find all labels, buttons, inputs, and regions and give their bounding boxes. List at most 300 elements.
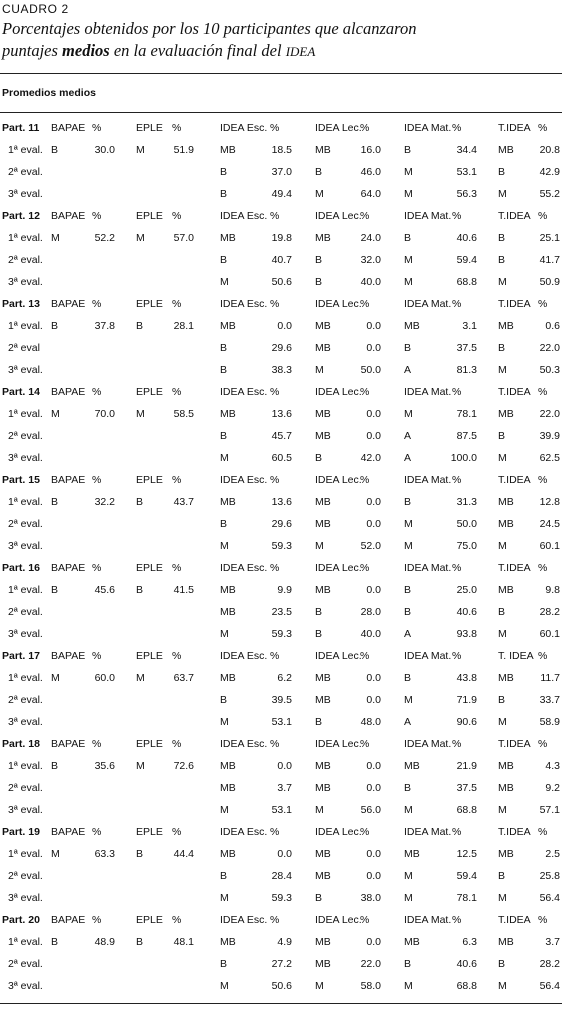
idea-lec-pct: 46.0	[360, 166, 381, 178]
col-idea-mat: IDEA Mat.	[404, 386, 452, 398]
idea-lec-pct: 48.0	[360, 716, 381, 728]
idea-lec-pct: 0.0	[366, 694, 381, 706]
idea-esc-level: B	[220, 958, 228, 970]
idea-mat-level: A	[404, 430, 412, 442]
col-eple-pct: %	[172, 562, 182, 574]
idea-esc-pct: 6.2	[277, 672, 292, 684]
col-idea-mat-pct: %	[452, 474, 462, 486]
tidea-level: M	[498, 716, 507, 728]
idea-mat-level: M	[404, 276, 413, 288]
idea-mat-level: M	[404, 188, 413, 200]
idea-esc-level: MB	[220, 606, 236, 618]
idea-lec-level: MB	[315, 144, 331, 156]
participant-label: Part. 14	[2, 386, 40, 398]
eval-label: 3ª eval.	[8, 540, 43, 552]
col-bapae-pct: %	[92, 122, 102, 134]
eval-label: 1ª eval.	[8, 584, 43, 596]
eval-label: 2ª eval	[8, 342, 40, 354]
eval-label: 1ª eval.	[8, 848, 43, 860]
col-idea-lec: IDEA Lec.	[315, 298, 362, 310]
tidea-pct: 9.8	[545, 584, 560, 596]
eval-label: 3ª eval.	[8, 276, 43, 288]
tidea-level: B	[498, 958, 506, 970]
col-bapae-pct: %	[92, 826, 102, 838]
idea-lec-level: MB	[315, 782, 331, 794]
bottom-rule	[0, 1003, 562, 1004]
eval-label: 2ª eval.	[8, 606, 43, 618]
idea-lec-pct: 0.0	[366, 848, 381, 860]
eple-level: B	[136, 496, 144, 508]
participant-header-row	[0, 646, 566, 668]
idea-mat-pct: 75.0	[456, 540, 477, 552]
idea-esc-pct: 29.6	[271, 518, 292, 530]
idea-esc-pct: 53.1	[271, 716, 292, 728]
col-tidea: T.IDEA	[498, 474, 531, 486]
col-tidea: T.IDEA	[498, 738, 531, 750]
idea-lec-pct: 24.0	[360, 232, 381, 244]
tidea-pct: 56.4	[539, 980, 560, 992]
idea-lec-pct: 0.0	[366, 320, 381, 332]
col-idea-esc: IDEA Esc.	[220, 562, 268, 574]
idea-mat-level: M	[404, 540, 413, 552]
idea-mat-pct: 53.1	[456, 166, 477, 178]
col-idea-esc-pct: %	[270, 914, 280, 926]
col-idea-mat: IDEA Mat.	[404, 474, 452, 486]
idea-esc-pct: 0.0	[277, 320, 292, 332]
col-eple-pct: %	[172, 386, 182, 398]
idea-mat-level: M	[404, 518, 413, 530]
eval-label: 2ª eval.	[8, 254, 43, 266]
col-idea-mat: IDEA Mat.	[404, 826, 452, 838]
eple-pct: 72.6	[173, 760, 194, 772]
idea-mat-pct: 68.8	[456, 980, 477, 992]
tidea-pct: 0.6	[545, 320, 560, 332]
tidea-level: MB	[498, 408, 514, 420]
tidea-pct: 60.1	[539, 540, 560, 552]
tidea-pct: 25.8	[539, 870, 560, 882]
eval-row	[0, 844, 566, 866]
eval-label: 1ª eval.	[8, 760, 43, 772]
idea-esc-pct: 0.0	[277, 760, 292, 772]
col-tidea: T.IDEA	[498, 210, 531, 222]
col-eple: EPLE	[136, 298, 163, 310]
tidea-level: MB	[498, 782, 514, 794]
eval-row	[0, 338, 566, 360]
col-idea-lec: IDEA Lec.	[315, 122, 362, 134]
tidea-pct: 33.7	[539, 694, 560, 706]
bapae-level: B	[51, 760, 59, 772]
eple-pct: 41.5	[173, 584, 194, 596]
tidea-pct: 3.7	[545, 936, 560, 948]
idea-esc-level: MB	[220, 144, 236, 156]
eval-row	[0, 668, 566, 690]
participant-header-row	[0, 910, 566, 932]
participant-header-row	[0, 470, 566, 492]
idea-mat-pct: 25.0	[456, 584, 477, 596]
eval-row	[0, 426, 566, 448]
eval-row	[0, 536, 566, 558]
eple-pct: 63.7	[173, 672, 194, 684]
idea-mat-pct: 78.1	[456, 892, 477, 904]
col-idea-lec-pct: %	[360, 298, 370, 310]
title-line-2c: en la evaluación final del	[109, 41, 286, 60]
col-tidea-pct: %	[538, 122, 548, 134]
col-idea-lec: IDEA Lec.	[315, 562, 362, 574]
col-idea-esc-pct: %	[270, 386, 280, 398]
participant-label: Part. 17	[2, 650, 40, 662]
subheading: Promedios medios	[2, 87, 96, 99]
eval-label: 3ª eval.	[8, 980, 43, 992]
idea-lec-level: MB	[315, 760, 331, 772]
tidea-pct: 42.9	[539, 166, 560, 178]
eple-pct: 48.1	[173, 936, 194, 948]
participant-header-row	[0, 206, 566, 228]
col-eple: EPLE	[136, 474, 163, 486]
idea-lec-level: B	[315, 276, 323, 288]
idea-mat-pct: 31.3	[456, 496, 477, 508]
col-bapae: BAPAE	[51, 474, 86, 486]
eval-label: 1ª eval.	[8, 936, 43, 948]
tidea-level: MB	[498, 936, 514, 948]
idea-mat-level: B	[404, 496, 412, 508]
idea-lec-pct: 52.0	[360, 540, 381, 552]
eple-level: M	[136, 232, 145, 244]
tidea-level: M	[498, 804, 507, 816]
eple-pct: 44.4	[173, 848, 194, 860]
idea-esc-pct: 23.5	[271, 606, 292, 618]
idea-lec-level: M	[315, 980, 324, 992]
eval-row	[0, 602, 566, 624]
bapae-pct: 37.8	[94, 320, 115, 332]
col-idea-esc: IDEA Esc.	[220, 914, 268, 926]
col-eple-pct: %	[172, 738, 182, 750]
col-idea-mat-pct: %	[452, 386, 462, 398]
idea-lec-level: MB	[315, 672, 331, 684]
eval-row	[0, 866, 566, 888]
idea-lec-level: MB	[315, 848, 331, 860]
eval-row	[0, 580, 566, 602]
idea-lec-level: M	[315, 188, 324, 200]
idea-esc-pct: 40.7	[271, 254, 292, 266]
tidea-pct: 58.9	[539, 716, 560, 728]
tidea-level: B	[498, 232, 506, 244]
top-rule	[0, 73, 562, 74]
col-idea-lec-pct: %	[360, 650, 370, 662]
idea-esc-pct: 28.4	[271, 870, 292, 882]
idea-mat-pct: 68.8	[456, 804, 477, 816]
eval-row	[0, 690, 566, 712]
eval-label: 2ª eval.	[8, 518, 43, 530]
idea-esc-pct: 29.6	[271, 342, 292, 354]
col-idea-esc: IDEA Esc.	[220, 826, 268, 838]
col-idea-esc-pct: %	[270, 562, 280, 574]
idea-mat-pct: 100.0	[450, 452, 477, 464]
idea-lec-pct: 50.0	[360, 364, 381, 376]
idea-lec-pct: 0.0	[366, 936, 381, 948]
col-idea-esc: IDEA Esc.	[220, 650, 268, 662]
eval-row	[0, 404, 566, 426]
idea-mat-pct: 40.6	[456, 606, 477, 618]
col-tidea-pct: %	[538, 738, 548, 750]
bapae-pct: 60.0	[94, 672, 115, 684]
idea-esc-pct: 37.0	[271, 166, 292, 178]
col-idea-mat: IDEA Mat.	[404, 210, 452, 222]
col-idea-lec: IDEA Lec.	[315, 826, 362, 838]
idea-esc-level: MB	[220, 782, 236, 794]
idea-lec-pct: 16.0	[360, 144, 381, 156]
idea-mat-pct: 40.6	[456, 958, 477, 970]
eval-label: 3ª eval.	[8, 892, 43, 904]
col-eple: EPLE	[136, 738, 163, 750]
participant-header-row	[0, 558, 566, 580]
col-idea-esc-pct: %	[270, 298, 280, 310]
col-idea-lec-pct: %	[360, 562, 370, 574]
idea-mat-level: MB	[404, 760, 420, 772]
idea-lec-pct: 56.0	[360, 804, 381, 816]
bapae-level: B	[51, 144, 59, 156]
col-eple: EPLE	[136, 210, 163, 222]
eval-label: 3ª eval.	[8, 188, 43, 200]
col-idea-mat-pct: %	[452, 298, 462, 310]
idea-lec-pct: 0.0	[366, 342, 381, 354]
idea-esc-pct: 4.9	[277, 936, 292, 948]
idea-esc-pct: 18.5	[271, 144, 292, 156]
eval-label: 2ª eval.	[8, 694, 43, 706]
col-bapae: BAPAE	[51, 914, 86, 926]
idea-mat-level: B	[404, 584, 412, 596]
tidea-level: B	[498, 694, 506, 706]
tidea-level: MB	[498, 320, 514, 332]
title-line-1: Porcentajes obtenidos por los 10 participantes que alcanzaron	[2, 19, 417, 38]
idea-mat-level: M	[404, 980, 413, 992]
eval-label: 1ª eval.	[8, 496, 43, 508]
title-emphasis: medios	[62, 41, 110, 60]
bapae-level: M	[51, 232, 60, 244]
table-number: CUADRO 2	[2, 2, 69, 16]
col-idea-lec-pct: %	[360, 474, 370, 486]
idea-mat-pct: 90.6	[456, 716, 477, 728]
col-idea-mat-pct: %	[452, 738, 462, 750]
tidea-pct: 24.5	[539, 518, 560, 530]
idea-lec-pct: 0.0	[366, 672, 381, 684]
idea-mat-level: B	[404, 232, 412, 244]
idea-mat-level: A	[404, 452, 412, 464]
idea-lec-pct: 32.0	[360, 254, 381, 266]
eval-label: 3ª eval.	[8, 364, 43, 376]
eval-row	[0, 954, 566, 976]
idea-mat-pct: 78.1	[456, 408, 477, 420]
tidea-pct: 12.8	[539, 496, 560, 508]
idea-esc-pct: 50.6	[271, 276, 292, 288]
eval-row	[0, 184, 566, 206]
idea-lec-level: M	[315, 540, 324, 552]
idea-mat-level: A	[404, 628, 412, 640]
col-idea-esc-pct: %	[270, 474, 280, 486]
participant-label: Part. 20	[2, 914, 40, 926]
participant-header-row	[0, 734, 566, 756]
participant-label: Part. 12	[2, 210, 40, 222]
eval-label: 1ª eval.	[8, 144, 43, 156]
idea-esc-level: B	[220, 342, 228, 354]
tidea-pct: 57.1	[539, 804, 560, 816]
eple-level: M	[136, 672, 145, 684]
col-idea-lec: IDEA Lec.	[315, 474, 362, 486]
idea-esc-level: MB	[220, 496, 236, 508]
idea-lec-level: B	[315, 254, 323, 266]
idea-lec-pct: 38.0	[360, 892, 381, 904]
col-idea-esc: IDEA Esc.	[220, 474, 268, 486]
col-bapae: BAPAE	[51, 386, 86, 398]
tidea-pct: 2.5	[545, 848, 560, 860]
tidea-level: MB	[498, 760, 514, 772]
eple-level: M	[136, 408, 145, 420]
bapae-pct: 30.0	[94, 144, 115, 156]
col-idea-lec-pct: %	[360, 914, 370, 926]
col-idea-esc-pct: %	[270, 826, 280, 838]
col-tidea: T. IDEA	[498, 650, 534, 662]
idea-esc-level: M	[220, 804, 229, 816]
idea-mat-level: M	[404, 254, 413, 266]
tidea-pct: 28.2	[539, 958, 560, 970]
idea-lec-level: B	[315, 628, 323, 640]
col-tidea: T.IDEA	[498, 386, 531, 398]
col-idea-mat-pct: %	[452, 562, 462, 574]
eval-row	[0, 162, 566, 184]
col-tidea-pct: %	[538, 210, 548, 222]
idea-lec-pct: 42.0	[360, 452, 381, 464]
idea-lec-level: B	[315, 452, 323, 464]
col-bapae-pct: %	[92, 650, 102, 662]
idea-lec-level: MB	[315, 232, 331, 244]
tidea-level: M	[498, 364, 507, 376]
col-eple: EPLE	[136, 826, 163, 838]
idea-lec-pct: 0.0	[366, 496, 381, 508]
idea-mat-pct: 50.0	[456, 518, 477, 530]
col-idea-esc-pct: %	[270, 650, 280, 662]
idea-lec-level: MB	[315, 320, 331, 332]
col-idea-esc-pct: %	[270, 210, 280, 222]
col-idea-esc: IDEA Esc.	[220, 386, 268, 398]
idea-esc-pct: 13.6	[271, 496, 292, 508]
col-idea-esc: IDEA Esc.	[220, 738, 268, 750]
col-eple-pct: %	[172, 826, 182, 838]
tidea-level: B	[498, 342, 506, 354]
idea-mat-level: M	[404, 870, 413, 882]
idea-mat-level: M	[404, 408, 413, 420]
subheading-rule	[0, 112, 562, 113]
col-idea-lec-pct: %	[360, 386, 370, 398]
idea-mat-pct: 12.5	[456, 848, 477, 860]
title-idea: IDEA	[285, 44, 316, 59]
eval-label: 2ª eval.	[8, 166, 43, 178]
tidea-pct: 60.1	[539, 628, 560, 640]
idea-lec-level: MB	[315, 870, 331, 882]
idea-esc-level: M	[220, 276, 229, 288]
bapae-pct: 48.9	[94, 936, 115, 948]
tidea-level: B	[498, 870, 506, 882]
idea-esc-pct: 13.6	[271, 408, 292, 420]
col-tidea-pct: %	[538, 386, 548, 398]
idea-esc-level: M	[220, 628, 229, 640]
idea-lec-level: B	[315, 606, 323, 618]
results-table	[0, 118, 566, 998]
participant-header-row	[0, 118, 566, 140]
idea-esc-level: MB	[220, 320, 236, 332]
col-bapae-pct: %	[92, 738, 102, 750]
idea-mat-pct: 43.8	[456, 672, 477, 684]
col-bapae-pct: %	[92, 298, 102, 310]
col-bapae-pct: %	[92, 562, 102, 574]
eval-row	[0, 316, 566, 338]
bapae-level: M	[51, 848, 60, 860]
idea-lec-level: MB	[315, 518, 331, 530]
idea-mat-level: M	[404, 892, 413, 904]
idea-mat-pct: 37.5	[456, 782, 477, 794]
col-idea-mat-pct: %	[452, 914, 462, 926]
eval-label: 3ª eval.	[8, 804, 43, 816]
bapae-level: M	[51, 672, 60, 684]
idea-esc-level: B	[220, 254, 228, 266]
idea-esc-level: MB	[220, 760, 236, 772]
tidea-level: MB	[498, 496, 514, 508]
tidea-level: B	[498, 254, 506, 266]
idea-mat-pct: 40.6	[456, 232, 477, 244]
idea-mat-pct: 87.5	[456, 430, 477, 442]
idea-lec-pct: 0.0	[366, 870, 381, 882]
col-idea-lec: IDEA Lec.	[315, 738, 362, 750]
idea-esc-pct: 3.7	[277, 782, 292, 794]
col-bapae: BAPAE	[51, 562, 86, 574]
tidea-pct: 20.8	[539, 144, 560, 156]
bapae-pct: 35.6	[94, 760, 115, 772]
col-eple: EPLE	[136, 650, 163, 662]
idea-lec-level: B	[315, 166, 323, 178]
idea-mat-level: MB	[404, 936, 420, 948]
col-tidea-pct: %	[538, 914, 548, 926]
eval-label: 1ª eval.	[8, 232, 43, 244]
tidea-level: MB	[498, 672, 514, 684]
idea-mat-level: B	[404, 958, 412, 970]
idea-esc-pct: 59.3	[271, 540, 292, 552]
idea-mat-pct: 59.4	[456, 870, 477, 882]
idea-mat-level: B	[404, 606, 412, 618]
idea-mat-level: A	[404, 716, 412, 728]
idea-esc-level: B	[220, 870, 228, 882]
col-eple-pct: %	[172, 210, 182, 222]
participant-label: Part. 18	[2, 738, 40, 750]
eple-pct: 51.9	[173, 144, 194, 156]
bapae-level: M	[51, 408, 60, 420]
idea-lec-pct: 28.0	[360, 606, 381, 618]
idea-mat-pct: 21.9	[456, 760, 477, 772]
eval-row	[0, 250, 566, 272]
idea-mat-pct: 3.1	[462, 320, 477, 332]
col-idea-mat: IDEA Mat.	[404, 122, 452, 134]
col-idea-mat-pct: %	[452, 826, 462, 838]
col-bapae: BAPAE	[51, 650, 86, 662]
tidea-pct: 22.0	[539, 408, 560, 420]
idea-mat-pct: 81.3	[456, 364, 477, 376]
tidea-level: M	[498, 188, 507, 200]
eval-label: 1ª eval.	[8, 320, 43, 332]
eval-label: 1ª eval.	[8, 672, 43, 684]
eple-level: B	[136, 936, 144, 948]
tidea-level: M	[498, 540, 507, 552]
eval-row	[0, 492, 566, 514]
col-idea-esc: IDEA Esc.	[220, 210, 268, 222]
col-eple: EPLE	[136, 914, 163, 926]
idea-lec-pct: 40.0	[360, 628, 381, 640]
